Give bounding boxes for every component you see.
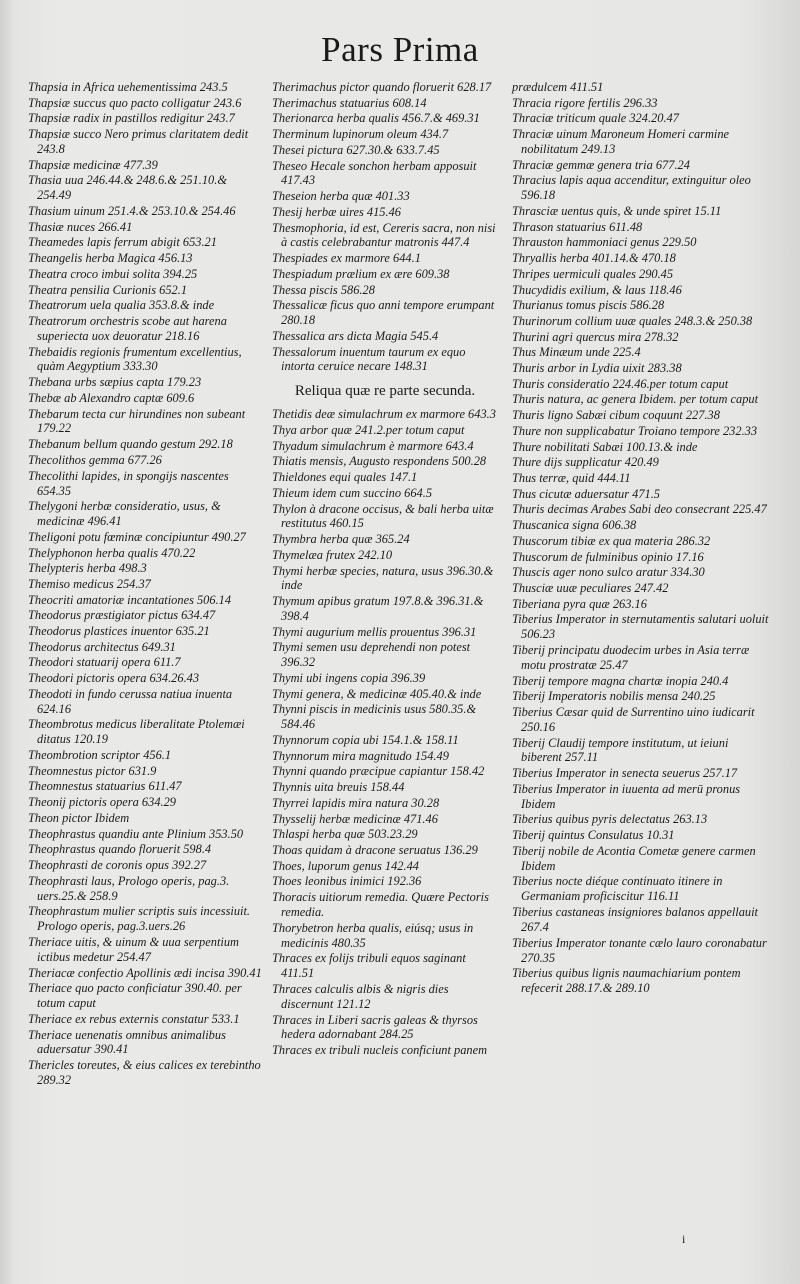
index-entry: Thorybetron herba qualis, eiúsq; usus in medicinis 480.35 [272, 920, 474, 950]
index-entry: Theamedes lapis ferrum abigit 653.21 [28, 235, 217, 250]
index-entry: Tiberius quibus lignis naumachiarium pontem refecerit 288.17.& 289.10 [512, 966, 741, 996]
index-entry: Thoes leonibus inimici 192.36 [272, 874, 422, 889]
index-entry: Theangelis herba Magica 456.13 [28, 251, 193, 266]
section-subheading: Reliqua quæ re parte secunda. [294, 383, 476, 400]
index-entry: Thynnorum copia ubi 154.1.& 158.11 [272, 733, 459, 748]
index-entry: Thetidis deæ simulachrum ex marmore 643.3 [272, 407, 496, 422]
index-entry: Theatra pensilia Curionis 652.1 [28, 282, 188, 297]
index-entry: Theriace quo pacto conficiatur 390.40. per totum caput [28, 981, 242, 1011]
index-entry: Thebarum tecta cur hirundines non subeant 179.22 [28, 406, 246, 436]
index-entry: Thelygoni herbæ consideratio, usus, & medicinæ 496.41 [28, 499, 221, 529]
index-entry: Therimachus pictor quando floruerit 628.17 [272, 80, 492, 94]
index-entry: Theombrotion scriptor 456.1 [28, 748, 172, 763]
index-entry: Thus terræ, quid 444.11 [512, 470, 631, 485]
index-entry: Thymi genera, & medicinæ 405.40.& inde [272, 686, 482, 701]
index-entry: Theriace uitis, & uinum & uua serpentium ictibus medetur 254.47 [28, 934, 239, 964]
index-entry: Thymi semen usu deprehendi non potest 396.32 [272, 640, 471, 670]
index-entry: Thraces ex folijs tribuli equos saginant 411.51 [272, 951, 466, 981]
index-entry: Therionarca herba qualis 456.7.& 469.31 [272, 111, 480, 126]
index-entry: Therminum lupinorum oleum 434.7 [272, 127, 449, 142]
index-entry: Thapsiæ succus quo pacto colligatur 243.6 [28, 95, 242, 110]
index-entry: Thessalica ars dicta Magia 545.4 [272, 328, 439, 343]
index-entry: Thelyphonon herba qualis 470.22 [28, 545, 196, 560]
index-entry: Thasium uinum 251.4.& 253.10.& 254.46 [28, 204, 236, 219]
index-entry: Thuris natura, ac genera Ibidem. per totum caput [512, 392, 759, 407]
index-entry: Thrauston hammoniaci genus 229.50 [512, 235, 697, 250]
index-entry: Thrasciæ uentus quis, & unde spiret 15.11 [512, 204, 722, 219]
index-entry: Theophrasti laus, Prologo operis, pag.3. uers.25.& 258.9 [28, 873, 230, 903]
index-entry: Thraciæ gemmæ genera tria 677.24 [512, 157, 690, 172]
folio-mark: i [682, 1232, 686, 1246]
index-entry: Thymi herbæ species, natura, usus 396.30.& inde [272, 563, 494, 593]
index-column-1 [28, 80, 262, 1089]
index-entry: Thus Minæum unde 225.4 [512, 345, 641, 360]
index-entry: Theatra croco imbui solita 394.25 [28, 266, 198, 281]
index-entry: Thasia uua 246.44.& 248.6.& 251.10.& 254.49 [28, 173, 227, 203]
index-entry: prædulcem 411.51 [512, 80, 604, 94]
index-entry: Thymum apibus gratum 197.8.& 396.31.& 398.4 [272, 594, 484, 624]
index-entry: Thecolithi lapides, in spongijs nascentes 654.35 [28, 468, 229, 498]
index-entry: Thucydidis exilium, & laus 118.46 [512, 282, 682, 297]
index-entry: Thraciæ uinum Maroneum Homeri carmine nobilitatum 249.13 [512, 127, 730, 157]
index-entry: Tiberius Imperator in sternutamentis salutari uoluit 506.23 [512, 612, 769, 642]
index-entry: Theatrorum orchestris scobe aut harena superiecta uox deuoratur 218.16 [28, 313, 227, 343]
index-entry: Thessa piscis 586.28 [272, 282, 375, 297]
index-entry: Theophrastus quando floruerit 598.4 [28, 842, 212, 857]
index-entry: Thure dijs supplicatur 420.49 [512, 455, 659, 470]
index-entry: Tiberij Imperatoris nobilis mensa 240.25 [512, 689, 716, 704]
index-entry: Thraces in Liberi sacris galeas & thyrsos hedera adornabant 284.25 [272, 1012, 478, 1042]
index-entry: Thuscanica signa 606.38 [512, 518, 637, 533]
index-entry: Thymbra herba quæ 365.24 [272, 532, 410, 547]
index-entry: Therimachus statuarius 608.14 [272, 95, 427, 110]
index-column-3 [512, 80, 770, 997]
index-entry: Tiberius Cæsar quid de Surrentino uino iudicarit 250.16 [512, 704, 755, 734]
index-entry: Thurini agri quercus mira 278.32 [512, 329, 679, 344]
index-entry: Thecolithos gemma 677.26 [28, 452, 162, 467]
index-entry: Tiberiana pyra quæ 263.16 [512, 596, 647, 611]
index-entry: Thya arbor quæ 241.2.per totum caput [272, 422, 465, 437]
index-entry: Thebanum bellum quando gestum 292.18 [28, 437, 233, 452]
index-entry: Tiberij nobile de Acontia Cometæ genere carmen Ibidem [512, 843, 756, 873]
index-entry: Theatrorum uela qualia 353.8.& inde [28, 298, 215, 313]
index-entry: Thoes, luporum genus 142.44 [272, 858, 419, 873]
index-entry: Thysselij herbæ medicinæ 471.46 [272, 811, 438, 826]
index-entry: Theodori pictoris opera 634.26.43 [28, 671, 200, 686]
index-entry: Theodorus architectus 649.31 [28, 639, 176, 654]
index-entry: Thraciæ triticum quale 324.20.47 [512, 111, 679, 126]
index-entry: Theophrasti de coronis opus 392.27 [28, 857, 207, 872]
index-entry: Thure non supplicabatur Troiano tempore 232.33 [512, 423, 758, 438]
index-column-2 [272, 80, 498, 1059]
index-column-2-top [272, 80, 498, 374]
index-entry: Thapsiæ succo Nero primus claritatem dedit 243.8 [28, 127, 249, 157]
index-entry: Thryallis herba 401.14.& 470.18 [512, 251, 676, 266]
index-entry: Thoracis uitiorum remedia. Quære Pectoris remedia. [272, 890, 489, 919]
index-entry: Thuris arbor in Lydia uixit 283.38 [512, 361, 682, 376]
index-entry: Thrason statuarius 611.48 [512, 219, 643, 234]
index-entry: Theonij pictoris opera 634.29 [28, 795, 176, 810]
index-entry: Tiberius castaneas insigniores balanos appellauit 267.4 [512, 905, 758, 934]
index-entry: Tiberius quibus pyris delectatus 263.13 [512, 812, 708, 827]
index-entry: Thuscis ager nono sulco aratur 334.30 [512, 565, 705, 580]
index-entry: Thieldones equi quales 147.1 [272, 470, 418, 485]
index-entry: Thesij herbæ uires 415.46 [272, 204, 401, 219]
index-entry: Thieum idem cum succino 664.5 [272, 485, 433, 500]
index-entry: Thuris consideratio 224.46.per totum caput [512, 376, 729, 391]
index-entry: Thebæ ab Alexandro captæ 609.6 [28, 390, 195, 405]
index-entry: Thuris ligno Sabæi cibum coquunt 227.38 [512, 408, 720, 423]
index-entry: Thespiades ex marmore 644.1 [272, 251, 421, 266]
index-entry: Thesei pictura 627.30.& 633.7.45 [272, 142, 440, 157]
index-entry: Thessalicæ ficus quo anni tempore erumpant 280.18 [272, 298, 495, 328]
index-entry: Thericles toreutes, & eius calices ex terebintho 289.32 [28, 1058, 261, 1088]
index-entry: Thebana urbs sæpius capta 179.23 [28, 375, 202, 390]
index-entry: Thapsia in Africa uehementissima 243.5 [28, 80, 228, 94]
page-title: Pars Prima [321, 30, 479, 69]
index-column-2-bottom [272, 407, 498, 1058]
index-entry: Theodorus plastices inuentor 635.21 [28, 624, 210, 639]
index-entry: Thraces calculis albis & nigris dies discernunt 121.12 [272, 981, 449, 1011]
index-entry: Theophrastum mulier scriptis suis incessiuit. Prologo operis, pag.3.uers.26 [28, 904, 251, 934]
index-entry: Thraces ex tribuli nucleis conficiunt panem [272, 1043, 488, 1058]
index-entry: Thlaspi herba quæ 503.23.29 [272, 827, 418, 842]
index-entry: Themiso medicus 254.37 [28, 576, 151, 591]
index-entry: Thuscorum de fulminibus opinio 17.16 [512, 549, 704, 564]
index-entry: Thus cicutæ aduersatur 471.5 [512, 486, 661, 501]
index-entry: Thelypteris herba 498.3 [28, 561, 147, 576]
index-entry: Tiberij Claudij tempore institutum, ut ieiuni biberent 257.11 [512, 735, 729, 765]
index-entry: Thure nobilitati Sabæi 100.13.& inde [512, 439, 698, 454]
index-entry: Theriacæ confectio Apollinis ædi incisa 390.41 [28, 965, 262, 980]
index-entry: Thurinorum collium uuæ quales 248.3.& 250.38 [512, 313, 753, 328]
index-entry: Thyrrei lapidis mira natura 30.28 [272, 795, 440, 810]
index-entry: Thymelæa frutex 242.10 [272, 547, 393, 562]
index-entry: Thapsiæ radix in pastillos redigitur 243.7 [28, 111, 235, 126]
index-entry: Thiatis mensis, Augusto respondens 500.28 [272, 454, 487, 469]
index-entry: Thyadum simulachrum è marmore 643.4 [272, 438, 474, 453]
index-entry: Thuscorum tibiæ ex qua materia 286.32 [512, 533, 711, 548]
index-entry: Thracia rigore fertilis 296.33 [512, 95, 658, 110]
index-entry: Tiberij principatu duodecim urbes in Asia terræ motu prostratæ 25.47 [512, 642, 750, 672]
index-entry: Theriace ex rebus externis constatur 533.1 [28, 1011, 240, 1026]
index-entry: Thusciæ uuæ peculiares 247.42 [512, 580, 669, 595]
index-entry: Theodorus præstigiator pictus 634.47 [28, 608, 216, 623]
index-entry: Tiberius Imperator tonante cælo lauro coronabatur 270.35 [512, 935, 767, 965]
index-entry: Tiberius Imperator in iuuenta ad merū pronus Ibidem [512, 781, 741, 811]
index-entry: Thurianus tomus piscis 586.28 [512, 298, 665, 313]
index-entry: Thylon à dracone occisus, & bali herba uitæ restitutus 460.15 [272, 501, 494, 531]
index-entry: Thripes uermiculi quales 290.45 [512, 266, 674, 281]
index-entry: Theophrastus quandiu ante Plinium 353.50 [28, 826, 244, 841]
index-entry: Theseion herba quæ 401.33 [272, 189, 410, 204]
index-entry: Thynni piscis in medicinis usus 580.35.& 584.46 [272, 702, 477, 732]
index-entry: Theomnestus pictor 631.9 [28, 763, 157, 778]
index-entry: Theligoni potu fœminæ concipiuntur 490.27 [28, 529, 246, 544]
index-entry: Tiberij tempore magna chartæ inopia 240.4 [512, 673, 729, 688]
index-entry: Thynnis uita breuis 158.44 [272, 780, 405, 795]
index-entry: Thespiadum prælium ex ære 609.38 [272, 266, 450, 281]
index-entry: Theocriti amatoriæ incantationes 506.14 [28, 592, 232, 607]
index-entry: Thynni quando præcipue capiantur 158.42 [272, 764, 485, 779]
index-entry: Thynnorum mira magnitudo 154.49 [272, 748, 449, 763]
index-entry: Thebaidis regionis frumentum excellentius, quàm Aegyptium 333.30 [28, 344, 242, 374]
index-entry: Theon pictor Ibidem [28, 810, 130, 825]
index-entry: Thoas quidam à dracone seruatus 136.29 [272, 842, 478, 857]
index-entry: Theodoti in fundo cerussa natiua inuenta 624.16 [28, 686, 233, 716]
index-entry: Thessalorum inuentum taurum ex equo intorta ceruice necare 148.31 [272, 344, 466, 374]
index-entry: Theriace uenenatis omnibus animalibus aduersatur 390.41 [28, 1027, 226, 1057]
index-entry: Tiberij quintus Consulatus 10.31 [512, 828, 675, 843]
index-entry: Theombrotus medicus liberalitate Ptolemæi ditatus 120.19 [28, 717, 245, 747]
index-entry: Thesmophoria, id est, Cereris sacra, non nisi à castis celebrabantur matronis 447.4 [272, 220, 496, 250]
index-entry: Tiberius nocte diéque continuato itinere in Germaniam proficiscitur 116.11 [512, 874, 723, 904]
index-entry: Theomnestus statuarius 611.47 [28, 779, 182, 794]
index-entry: Thasiæ nuces 266.41 [28, 219, 133, 234]
index-entry: Thuris decimas Arabes Sabi deo consecrant 225.47 [512, 502, 767, 517]
index-entry: Tiberius Imperator in senecta seuerus 257.17 [512, 766, 738, 781]
index-entry: Thracius lapis aqua accenditur, extinguitur oleo 596.18 [512, 173, 751, 203]
index-entry: Thymi augurium mellis prouentus 396.31 [272, 624, 477, 639]
index-entry: Theodori statuarij opera 611.7 [28, 655, 181, 670]
index-entry: Thapsiæ medicinæ 477.39 [28, 157, 158, 172]
index-entry: Theseo Hecale sonchon herbam apposuit 417.43 [272, 158, 477, 188]
index-entry: Thymi ubi ingens copia 396.39 [272, 671, 426, 686]
